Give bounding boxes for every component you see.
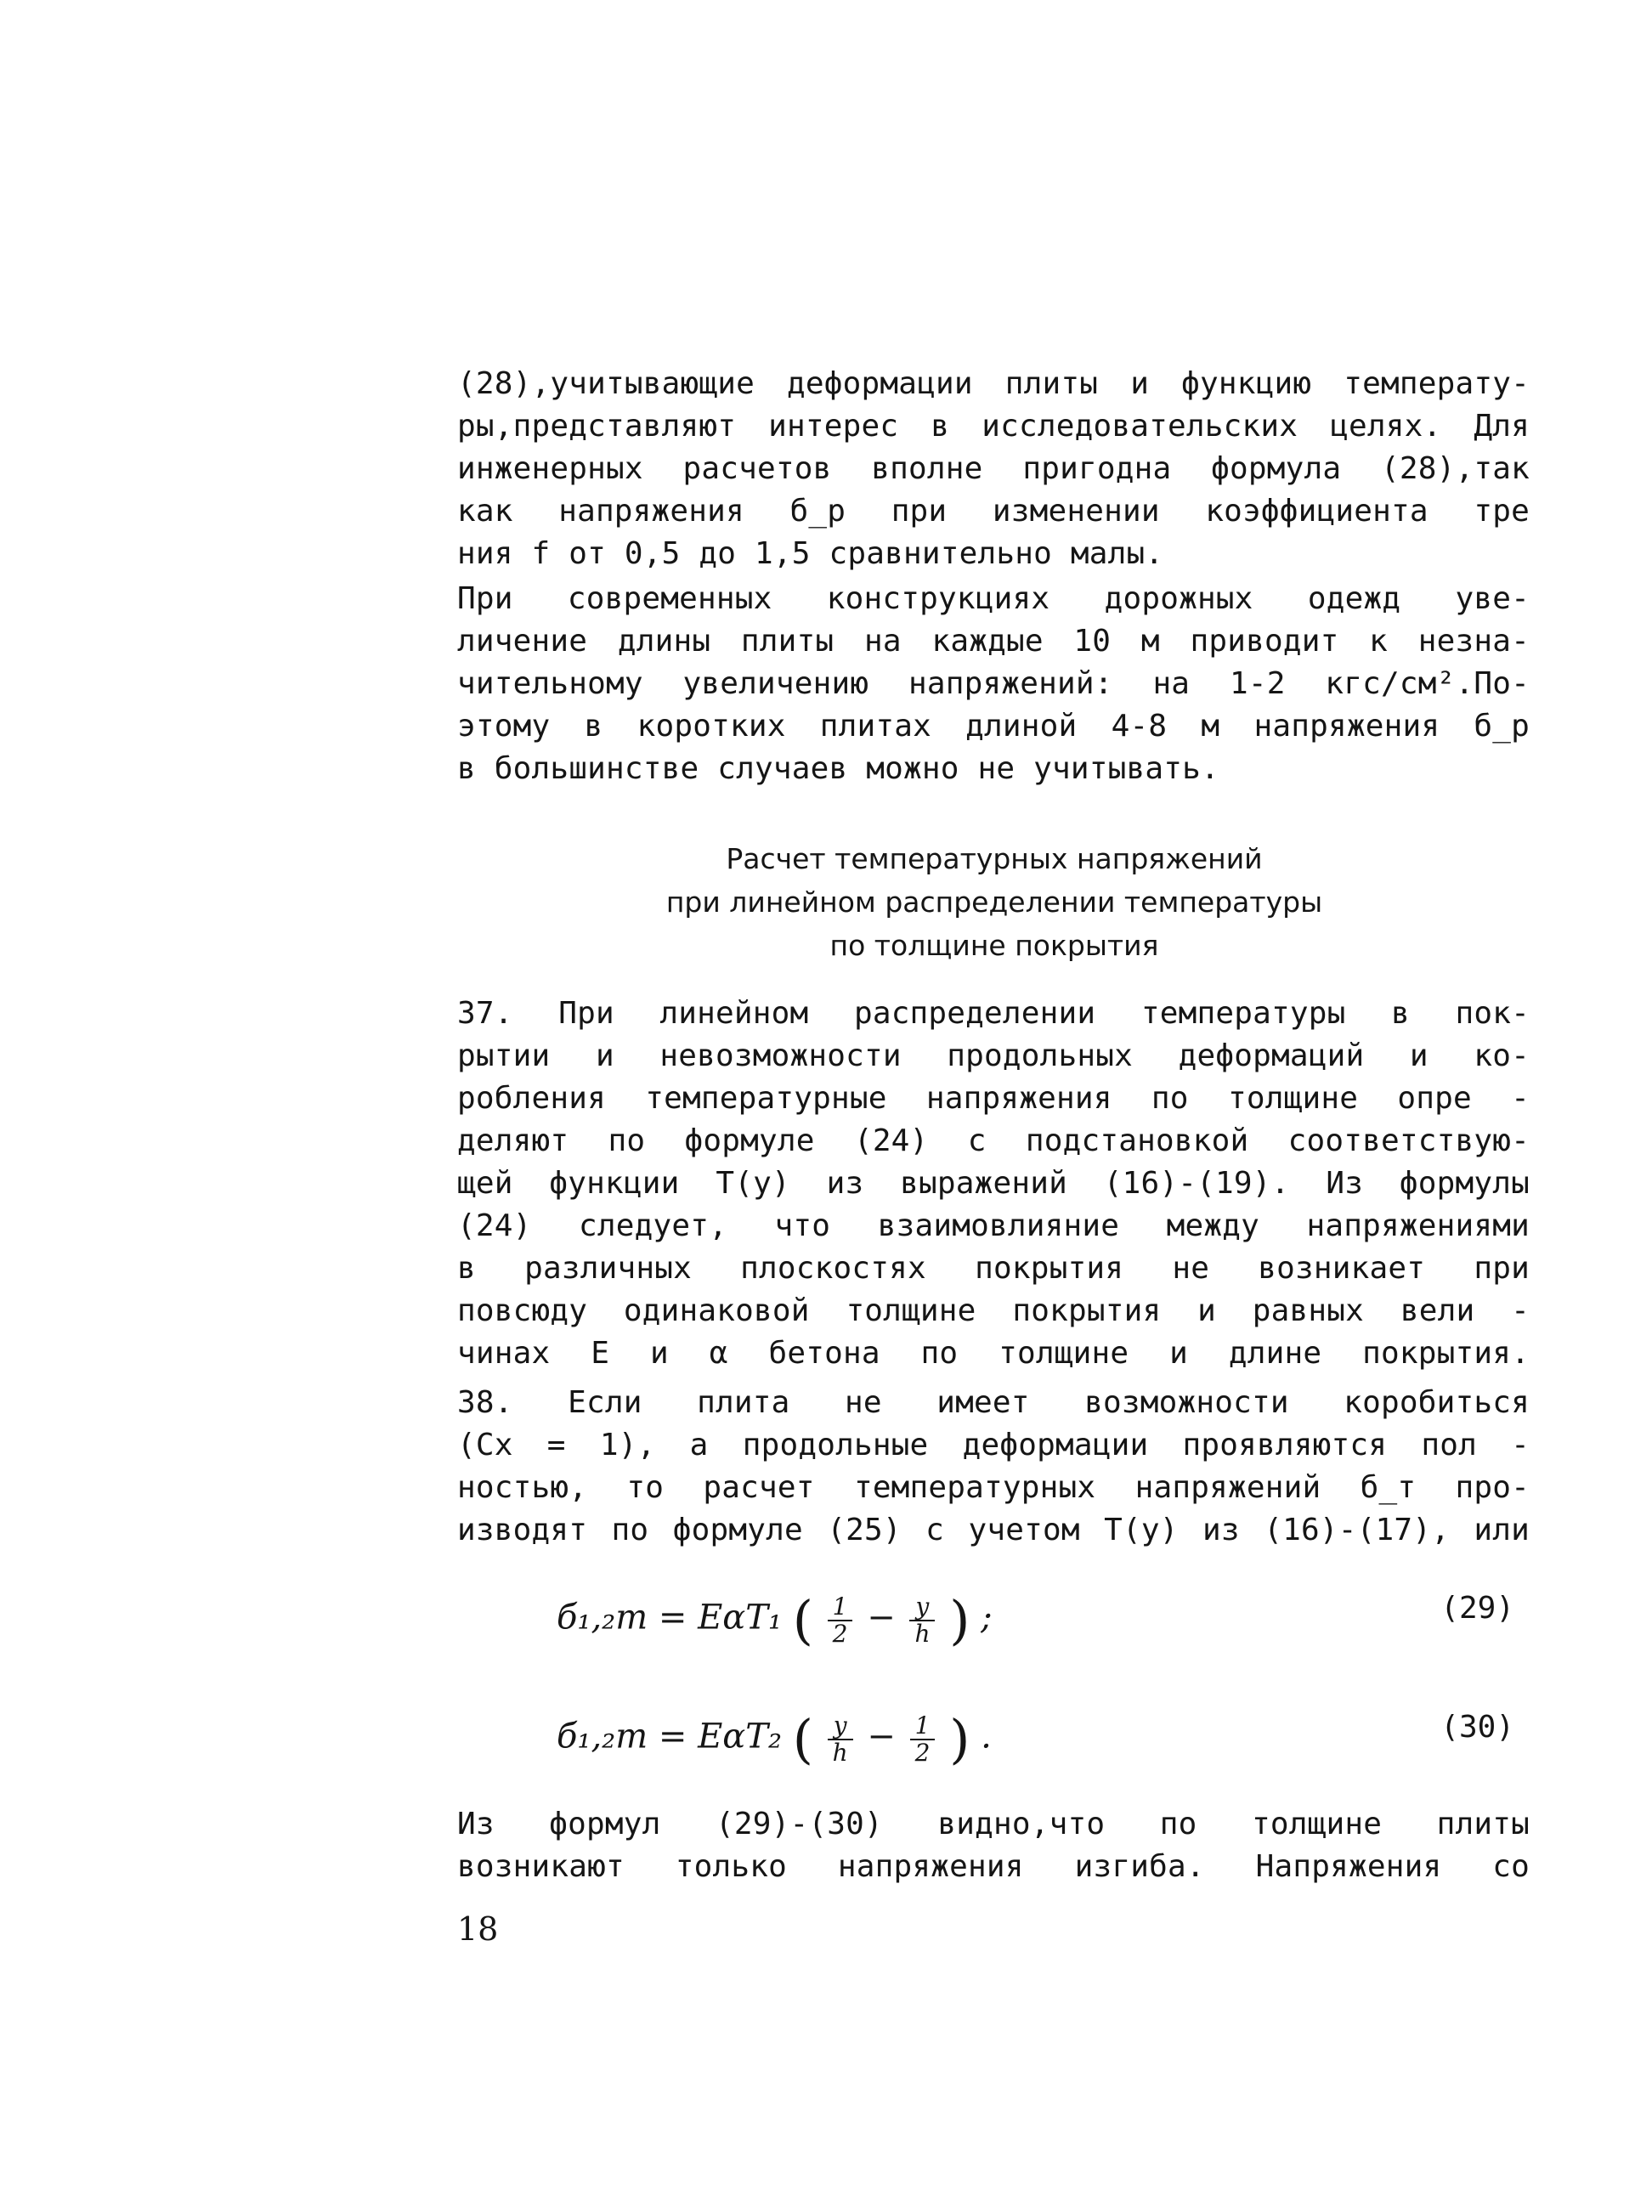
- text-line: ния f от 0,5 до 1,5 сравнительно малы.: [457, 536, 1164, 571]
- open-paren-glyph: (: [792, 1708, 813, 1770]
- formula-lhs: б₁,₂т =: [557, 1717, 687, 1757]
- text-line: 38. Если плита не имеет возможности коробиться: [457, 1385, 1530, 1420]
- text-line: Из формул (29)-(30) видно,что по толщине плиты: [457, 1807, 1530, 1841]
- text-line: возникают только напряжения изгиба. Напряжения со: [457, 1849, 1530, 1884]
- text-line: (28),учитывающие деформации плиты и функцию температу-: [457, 366, 1530, 401]
- text-line: инженерных расчетов вполне пригодна формула (28),так: [457, 451, 1530, 486]
- text-line: как напряжения б_р при изменении коэффициента тре: [457, 494, 1530, 529]
- paragraph-38: [457, 1382, 1530, 1552]
- formula-lhs: б₁,₂т =: [557, 1598, 687, 1638]
- formula-coefficient: EαT₁: [698, 1598, 783, 1638]
- minus-sign: −: [867, 1717, 896, 1757]
- text-line: ностью, то расчет температурных напряжений б_т про-: [457, 1470, 1530, 1505]
- text-line: личение длины плиты на каждые 10 м приводит к незна-: [457, 624, 1530, 659]
- text-line: рытии и невозможности продольных деформаций и ко-: [457, 1038, 1530, 1073]
- text-line: чительному увеличению напряжений: на 1-2 кгс/см².По-: [457, 666, 1530, 701]
- fraction: $\frac{y}{h}$: [828, 1713, 853, 1766]
- close-paren-glyph: ): [949, 1708, 970, 1770]
- fraction: $\frac{1}{2}$: [910, 1713, 936, 1766]
- formula-29: [557, 1582, 1530, 1651]
- formula-number: (29): [1440, 1591, 1514, 1626]
- paragraph-37: [457, 993, 1530, 1375]
- section-heading: [459, 837, 1530, 967]
- text-line: в различных плоскостях покрытия не возникает при: [457, 1251, 1530, 1286]
- close-paren-glyph: ): [949, 1589, 970, 1651]
- paragraph-modern-constructions: [457, 578, 1530, 790]
- fraction: $\frac{y}{h}$: [909, 1594, 935, 1647]
- text-line: При современных конструкциях дорожных одежд уве-: [457, 581, 1530, 616]
- text-line: щей функции T(y) из выражений (16)-(19). Из формулы: [457, 1166, 1530, 1201]
- formula-tail: .: [981, 1717, 992, 1757]
- formula-number: (30): [1440, 1710, 1514, 1745]
- fraction: $\frac{1}{2}$: [828, 1594, 853, 1647]
- page-number: 18: [457, 1910, 499, 1948]
- paragraph-intro: [457, 363, 1530, 575]
- text-line: (Cx = 1), а продольные деформации проявляются пол -: [457, 1428, 1530, 1462]
- heading-line: Расчет температурных напряжений: [726, 842, 1263, 875]
- text-line: в большинстве случаев можно не учитывать.: [457, 751, 1219, 786]
- text-line: чинах E и α бетона по толщине и длине покрытия.: [457, 1336, 1530, 1371]
- text-line: (24) следует, что взаимовлияние между напряжениями: [457, 1208, 1530, 1243]
- text-line: робления температурные напряжения по толщине опре -: [457, 1081, 1530, 1116]
- heading-line: при линейном распределении температуры: [665, 885, 1323, 919]
- open-paren-glyph: (: [792, 1589, 813, 1651]
- formula-coefficient: EαT₂: [698, 1717, 783, 1757]
- minus-sign: −: [867, 1598, 896, 1638]
- text-line: деляют по формуле (24) с подстановкой соответствую-: [457, 1123, 1530, 1158]
- text-line: изводят по формуле (25) с учетом T(y) из (16)-(17), или: [457, 1513, 1530, 1547]
- text-line: повсюду одинаковой толщине покрытия и равных вели -: [457, 1293, 1530, 1328]
- text-line: 37. При линейном распределении температуры в пок-: [457, 996, 1530, 1031]
- heading-line: по толщине покрытия: [829, 929, 1159, 962]
- formula-tail: ;: [981, 1598, 993, 1638]
- paragraph-conclusion: [457, 1803, 1530, 1888]
- formula-30: [557, 1701, 1530, 1770]
- text-line: этому в коротких плитах длиной 4-8 м напряжения б_р: [457, 709, 1530, 744]
- text-line: ры,представляют интерес в исследовательских целях. Для: [457, 409, 1530, 444]
